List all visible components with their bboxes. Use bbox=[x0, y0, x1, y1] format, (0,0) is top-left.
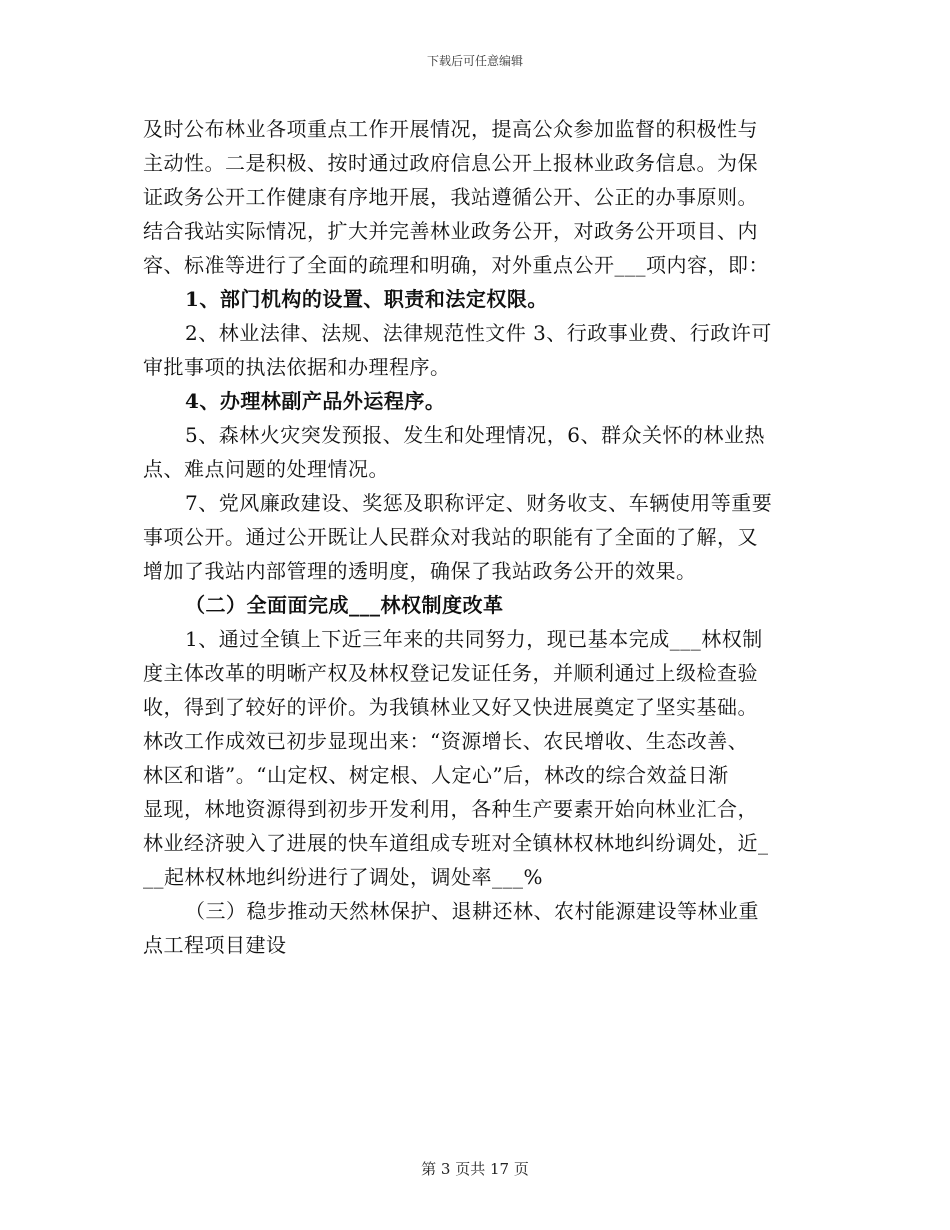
text-line: 收，得到了较好的评价。为我镇林业又好又快进展奠定了坚实基础。 bbox=[143, 695, 758, 719]
section-2-body bbox=[143, 622, 808, 894]
text-line: 2、林业法律、法规、法律规范性文件 3、行政事业费、行政许可 bbox=[185, 321, 772, 345]
text-line: 显现，林地资源得到初步开发利用，各种生产要素开始向林业汇合， bbox=[143, 797, 758, 821]
section-heading-2 bbox=[143, 588, 808, 622]
text-line: 1、通过全镇上下近三年来的共同努力，现已基本完成___林权制 bbox=[185, 627, 763, 651]
text-line: 4、办理林副产品外运程序。 bbox=[185, 389, 446, 413]
page-number: 第 3 页共 17 页 bbox=[421, 1160, 529, 1178]
text-line: 审批事项的执法依据和办理程序。 bbox=[143, 355, 451, 379]
text-line: 度主体改革的明晰产权及林权登记发证任务，并顺利通过上级检查验 bbox=[143, 661, 758, 685]
text-line: 增加了我站内部管理的透明度，确保了我站政务公开的效果。 bbox=[143, 559, 697, 583]
paragraph-intro bbox=[143, 112, 808, 282]
text-line: 证政务公开工作健康有序地开展，我站遵循公开、公正的办事原则。 bbox=[143, 185, 758, 209]
list-item-5-6 bbox=[143, 418, 808, 486]
text-line: 结合我站实际情况，扩大并完善林业政务公开，对政务公开项目、内 bbox=[143, 219, 758, 243]
text-line: 1、部门机构的设置、职责和法定权限。 bbox=[185, 287, 548, 311]
list-item-4 bbox=[143, 384, 808, 418]
text-line: 容、标准等进行了全面的疏理和明确，对外重点公开___项内容，即： bbox=[143, 253, 769, 277]
text-line: （三）稳步推动天然林保护、退耕还林、农村能源建设等林业重 bbox=[185, 899, 759, 923]
text-line: __起林权林地纠纷进行了调处，调处率___% bbox=[143, 865, 544, 889]
text-line: 点工程项目建设 bbox=[143, 933, 287, 957]
text-line: 及时公布林业各项重点工作开展情况，提高公众参加监督的积极性与 bbox=[143, 117, 758, 141]
text-line: 点、难点问题的处理情况。 bbox=[143, 457, 389, 481]
list-item-1 bbox=[143, 282, 808, 316]
text-line: 林区和谐”。“山定权、树定根、人定心”后，林改的综合效益日渐 bbox=[143, 763, 729, 787]
text-line: （二）全面面完成___林权制度改革 bbox=[185, 593, 504, 617]
text-line: 林业经济驶入了进展的快车道组成专班对全镇林权林地纠纷调处，近_ bbox=[143, 831, 769, 855]
text-line: 5、森林火灾突发预报、发生和处理情况，6、群众关怀的林业热 bbox=[185, 423, 765, 447]
text-line: 林改工作成效已初步显现出来：“资源增长、农民增收、生态改善、 bbox=[143, 729, 749, 753]
text-line: 7、党风廉政建设、奖惩及职称评定、财务收支、车辆使用等重要 bbox=[185, 491, 773, 515]
header-note: 下载后可任意编辑 bbox=[426, 54, 523, 68]
document-body bbox=[143, 112, 808, 962]
section-heading-3 bbox=[143, 894, 808, 962]
list-item-7 bbox=[143, 486, 808, 588]
list-item-2-3 bbox=[143, 316, 808, 384]
text-line: 事项公开。通过公开既让人民群众对我站的职能有了全面的了解，又 bbox=[143, 525, 758, 549]
text-line: 主动性。二是积极、按时通过政府信息公开上报林业政务信息。为保 bbox=[143, 151, 758, 175]
